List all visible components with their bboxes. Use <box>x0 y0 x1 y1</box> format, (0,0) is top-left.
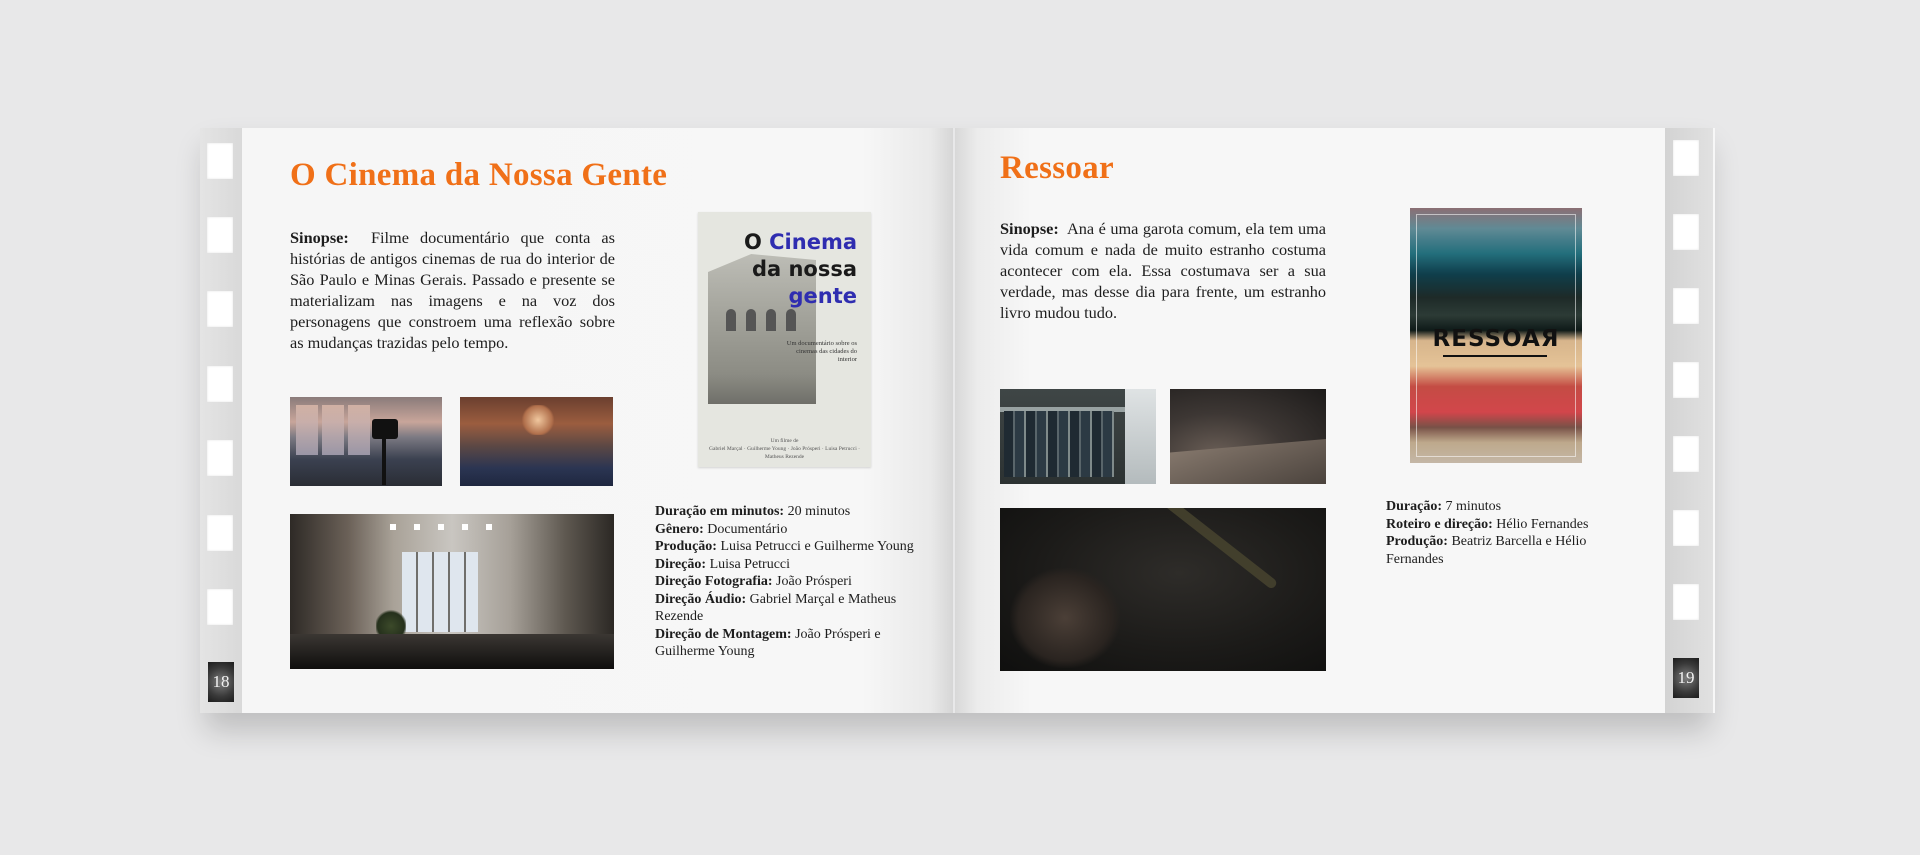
photo-bookshelf <box>1000 389 1156 484</box>
film-perforation <box>207 589 233 625</box>
film-perforation <box>207 291 233 327</box>
movie-poster-cinema-da-nossa-gente <box>698 212 871 467</box>
credit-line: Direção de Montagem: João Prósperi e Guilherme Young <box>655 626 881 659</box>
credits-left <box>655 503 915 661</box>
film-perforation <box>1673 288 1699 324</box>
film-perforation <box>1673 584 1699 620</box>
photo-filming-setup <box>290 397 442 486</box>
film-perforation <box>207 143 233 179</box>
film-perforation <box>1673 214 1699 250</box>
poster-title: RESSOAЯ <box>1432 326 1560 352</box>
synopsis-text: Ana é uma garota comum, ela tem uma vida comum e nada de muito estranho costuma acontecer com ela. Essa costumava ser a sua verdade, mas desse dia para frente, um estranho livro mudou tudo. <box>1000 219 1326 322</box>
photo-cinema-hall <box>290 514 614 669</box>
poster-subtitle: Um documentário sobre os cinemas das cidades do interior <box>786 340 857 363</box>
photo-reading-book <box>1170 389 1326 484</box>
synopsis-right <box>1000 218 1326 323</box>
credit-line: Duração: 7 minutos <box>1386 499 1502 514</box>
poster-underline <box>1443 355 1547 357</box>
credit-line: Duração em minutos: 20 minutos <box>655 504 851 519</box>
page-title-left: O Cinema da Nossa Gente <box>290 157 668 193</box>
film-perforation <box>207 366 233 402</box>
left-filmstrip <box>200 128 242 713</box>
film-perforation <box>1673 510 1699 546</box>
page-number-left: 18 <box>208 662 234 702</box>
synopsis-label: Sinopse: <box>1000 219 1059 238</box>
photo-dark-hands-book <box>1000 508 1326 671</box>
credit-line: Produção: Beatriz Barcella e Hélio Fernandes <box>1386 534 1587 567</box>
film-perforation <box>207 217 233 253</box>
credit-line: Roteiro e direção: Hélio Fernandes <box>1386 516 1589 532</box>
poster-title: O Cinema da nossa gente <box>743 230 857 308</box>
synopsis-left <box>290 227 615 353</box>
credit-line: Gênero: Documentário <box>655 521 788 537</box>
film-perforation <box>207 440 233 476</box>
credit-line: Direção: Luisa Petrucci <box>655 556 791 572</box>
movie-poster-ressoar <box>1410 208 1582 463</box>
synopsis-text: Filme documentário que conta as histórias de antigos cinemas de rua do interior de São Paulo e Minas Gerais. Passado e presente se materializam nas imagens e na voz dos personagens que constroem uma reflexão sobre as mudanças trazidas pelo tempo. <box>290 228 615 352</box>
synopsis-label: Sinopse: <box>290 228 349 247</box>
credit-line: Produção: Luisa Petrucci e Guilherme Young <box>655 539 914 554</box>
photo-interview-room <box>460 397 613 486</box>
page-title-right: Ressoar <box>1000 150 1114 186</box>
credit-line: Direção Fotografia: João Prósperi <box>655 574 852 589</box>
film-perforation <box>1673 362 1699 398</box>
film-perforation <box>1673 140 1699 176</box>
film-perforation <box>207 515 233 551</box>
poster-credits: Um filme de Gabriel Marçal · Guilherme Young · João Prósperi · Luisa Petrucci · Matheus Rezende <box>709 438 860 460</box>
page-number-right: 19 <box>1673 658 1699 698</box>
credits-right <box>1386 498 1596 568</box>
credit-line: Direção Áudio: Gabriel Marçal e Matheus Rezende <box>655 591 897 624</box>
film-perforation <box>1673 436 1699 472</box>
